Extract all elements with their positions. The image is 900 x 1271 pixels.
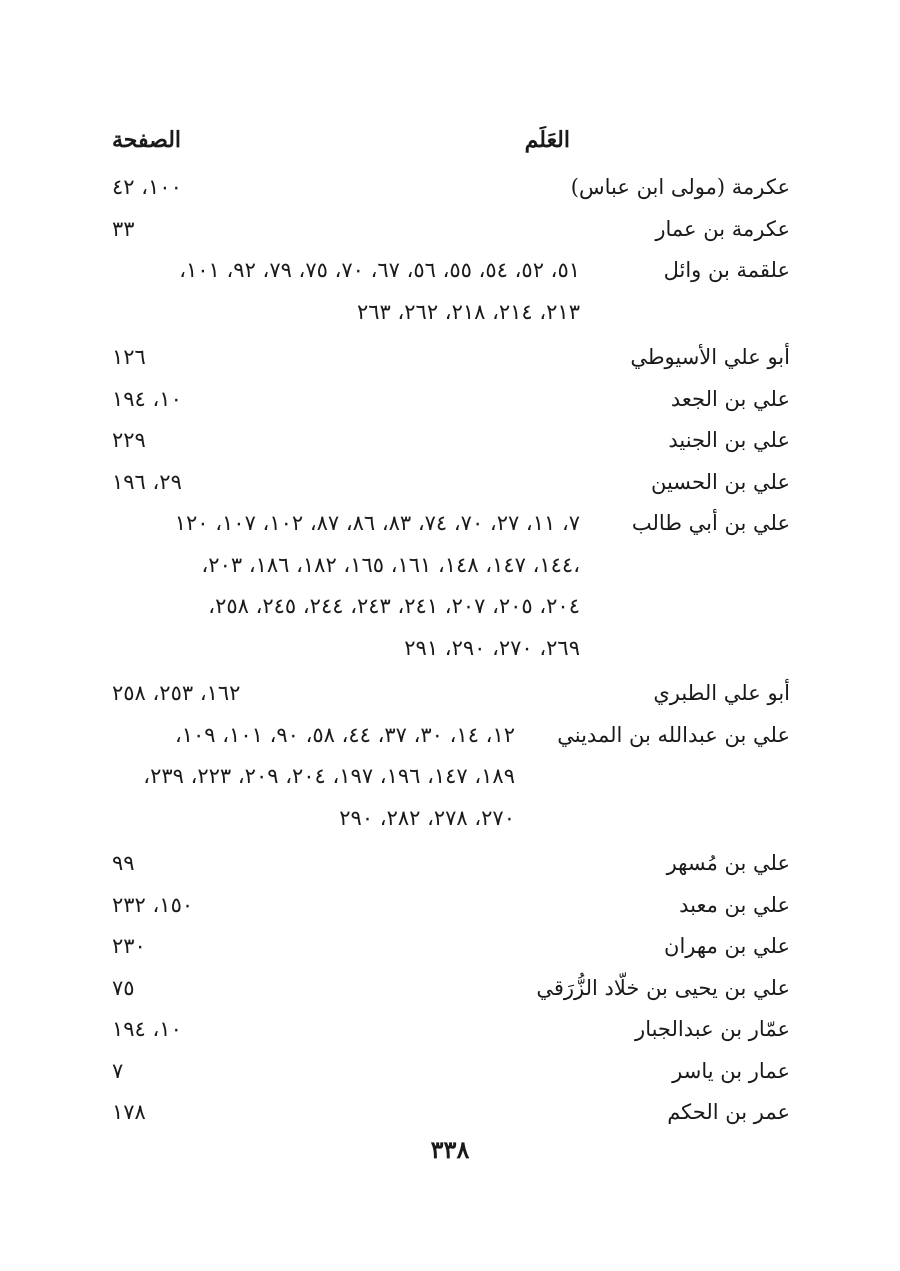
entry-name: علي بن الجنيد bbox=[668, 428, 790, 452]
entry-pages-line: ٢٢٩ bbox=[112, 428, 146, 452]
entry-name: علي بن الحسين bbox=[650, 469, 790, 494]
entry-name: عكرمة (مولى ابن عباس) bbox=[570, 175, 790, 199]
page-number: ٣٣٨ bbox=[430, 1135, 470, 1164]
entry-pages-line: ١٠، ١٩٤ bbox=[112, 1017, 182, 1041]
entry-pages-line: ٣٣ bbox=[112, 216, 135, 241]
entry-pages-line: ١٢٦ bbox=[112, 345, 146, 369]
entry-pages-line: ١٠٠، ٤٢ bbox=[112, 175, 182, 199]
entry-pages-line: ٢٠٤، ٢٠٥، ٢٠٧، ٢٤١، ٢٤٣، ٢٤٤، ٢٤٥، ٢٥٨، bbox=[208, 594, 580, 618]
entry-pages-line: ٢٦٩، ٢٧٠، ٢٩٠، ٢٩١ bbox=[404, 635, 580, 660]
entry-pages-line: ١٥٠، ٢٣٢ bbox=[112, 892, 194, 917]
entry-pages-line: ١٧٨ bbox=[112, 1100, 146, 1124]
entry-pages-line: ١٨٩، ١٤٧، ١٩٦، ١٩٧، ٢٠٤، ٢٠٩، ٢٢٣، ٢٣٩، bbox=[143, 764, 515, 788]
entry-pages-line: ٢١٣، ٢١٤، ٢١٨، ٢٦٢، ٢٦٣ bbox=[356, 299, 580, 324]
entry-name: علي بن مُسهر bbox=[666, 851, 790, 875]
entry-name: علقمة بن وائل bbox=[663, 258, 790, 282]
entry-pages-line: ١٠، ١٩٤ bbox=[112, 386, 182, 411]
entry-pages-line: ٧ bbox=[112, 1058, 124, 1083]
entry-name: علي بن معبد bbox=[679, 892, 790, 917]
entry-name: عكرمة بن عمار bbox=[655, 216, 790, 241]
header-name-column: العَلَم bbox=[524, 127, 570, 153]
entry-name: علي بن عبدالله بن المديني bbox=[557, 722, 790, 747]
entry-name: أبو علي الطبري bbox=[653, 681, 790, 705]
entry-pages-line: ٢٣٠ bbox=[112, 934, 146, 958]
entry-name: عمار بن ياسر bbox=[672, 1058, 790, 1083]
entry-name: أبو علي الأسيوطي bbox=[630, 345, 790, 369]
entry-name: علي بن الجعد bbox=[670, 386, 790, 411]
entry-pages-line: ٧٥ bbox=[112, 975, 135, 1000]
entry-pages-line: ٥١، ٥٢، ٥٤، ٥٥، ٥٦، ٦٧، ٧٠، ٧٥، ٧٩، ٩٢، ١٠١، bbox=[179, 258, 580, 282]
entry-name: علي بن مهران bbox=[664, 934, 790, 958]
entry-name: عمر بن الحكم bbox=[667, 1100, 790, 1124]
entry-name: علي بن يحيى بن خلّاد الزُّرَقي bbox=[536, 975, 790, 1000]
entry-pages-line: ٩٩ bbox=[112, 851, 135, 875]
header-page-column: الصفحة bbox=[112, 127, 182, 153]
entry-pages-line: ٧، ١١، ٢٧، ٧٠، ٧٤، ٨٣، ٨٦، ٨٧، ١٠٢، ١٠٧، ١٢٠ bbox=[174, 511, 580, 535]
entry-pages-line: ١٢، ١٤، ٣٠، ٣٧، ٤٤، ٥٨، ٩٠، ١٠١، ١٠٩، bbox=[174, 722, 515, 747]
entry-pages-line: ٢٧٠، ٢٧٨، ٢٨٢، ٢٩٠ bbox=[339, 805, 515, 830]
entry-pages-line: ١٦٢، ٢٥٣، ٢٥٨ bbox=[112, 681, 241, 705]
entry-pages-line: ٢٩، ١٩٦ bbox=[112, 469, 182, 494]
entry-name: عمّار بن عبدالجبار bbox=[635, 1017, 790, 1041]
entry-name: علي بن أبي طالب bbox=[631, 511, 790, 535]
entry-pages-line: ،١٤٤، ١٤٧، ١٤٨، ١٦١، ١٦٥، ١٨٢، ١٨٦، ٢٠٣، bbox=[201, 552, 580, 577]
